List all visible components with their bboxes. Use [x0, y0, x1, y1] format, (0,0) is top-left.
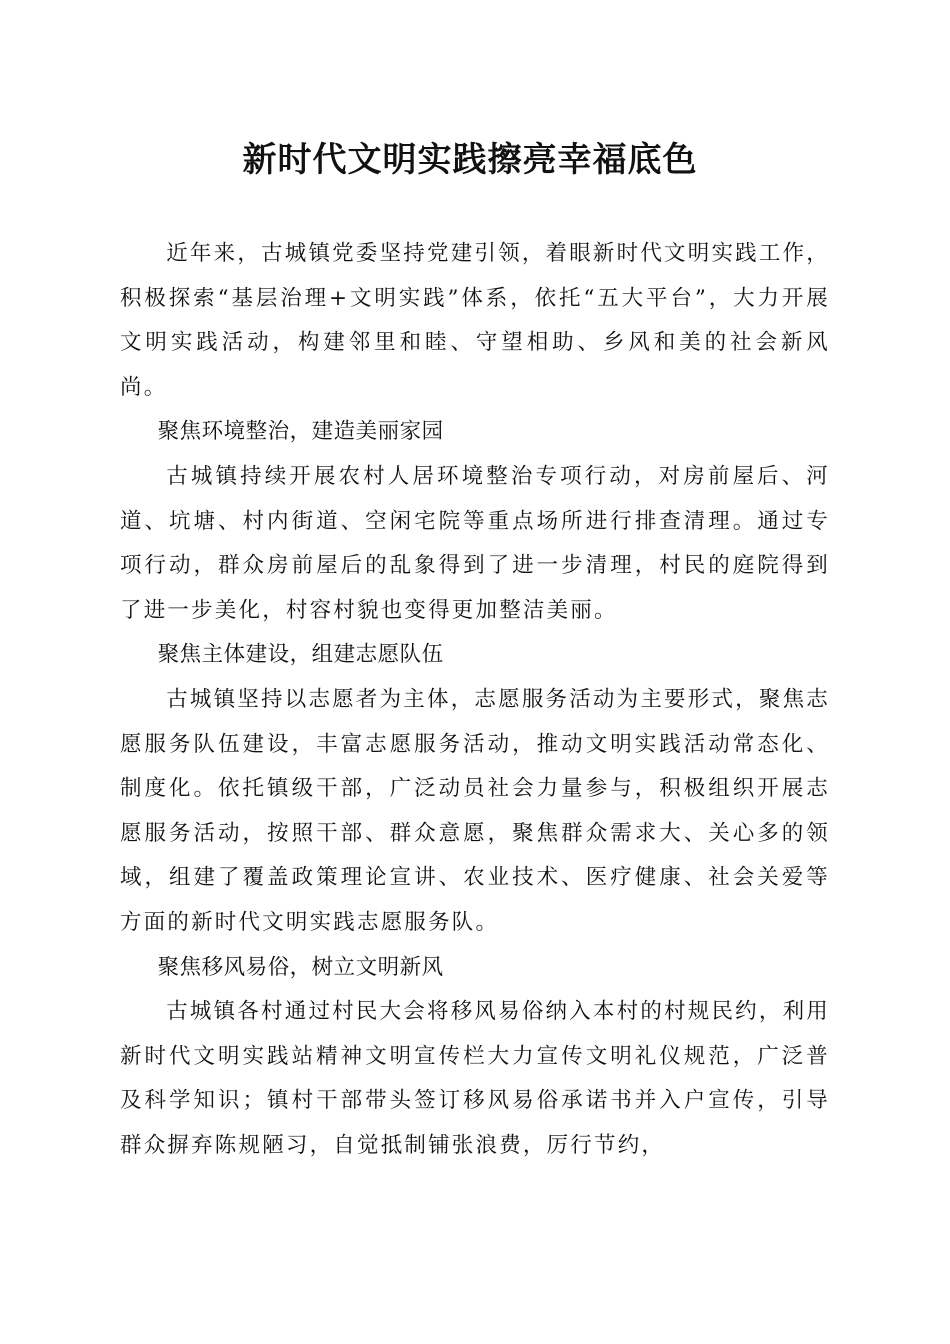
document-body	[120, 232, 830, 1168]
section-heading-volunteers: 聚焦主体建设，组建志愿队伍	[157, 642, 444, 668]
paragraph-environment: 古城镇持续开展农村人居环境整治专项行动，对房前屋后、河道、坑塘、村内街道、空闲宅院等重点场所进行排查清理。通过专项行动，群众房前屋后的乱象得到了进一步清理，村民的庭院得到了进一步美化，村容村貌也变得更加整洁美丽。	[120, 463, 830, 623]
paragraph-intro: 近年来，古城镇党委坚持党建引领，着眼新时代文明实践工作，积极探索“基层治理+文明实践”体系，依托“五大平台”，大力开展文明实践活动，构建邻里和睦、守望相助、乡风和美的社会新风尚。	[120, 241, 830, 400]
section-heading-customs: 聚焦移风易俗，树立文明新风	[157, 954, 444, 980]
document-title: 新时代文明实践擦亮幸福底色	[242, 140, 698, 180]
section-heading-environment: 聚焦环境整治，建造美丽家园	[157, 419, 444, 445]
paragraph-volunteers: 古城镇坚持以志愿者为主体，志愿服务活动为主要形式，聚焦志愿服务队伍建设，丰富志愿服务活动，推动文明实践活动常态化、制度化。依托镇级干部，广泛动员社会力量参与，积极组织开展志愿服务活动，按照干部、群众意愿，聚焦群众需求大、关心多的领域，组建了覆盖政策理论宣讲、农业技术、医疗健康、社会关爱等方面的新时代文明实践志愿服务队。	[120, 686, 830, 935]
paragraph-customs: 古城镇各村通过村民大会将移风易俗纳入本村的村规民约，利用新时代文明实践站精神文明宣传栏大力宣传文明礼仪规范，广泛普及科学知识；镇村干部带头签订移风易俗承诺书并入户宣传，引导群众摒弃陈规陋习，自觉抵制铺张浪费，厉行节约，	[120, 999, 830, 1158]
